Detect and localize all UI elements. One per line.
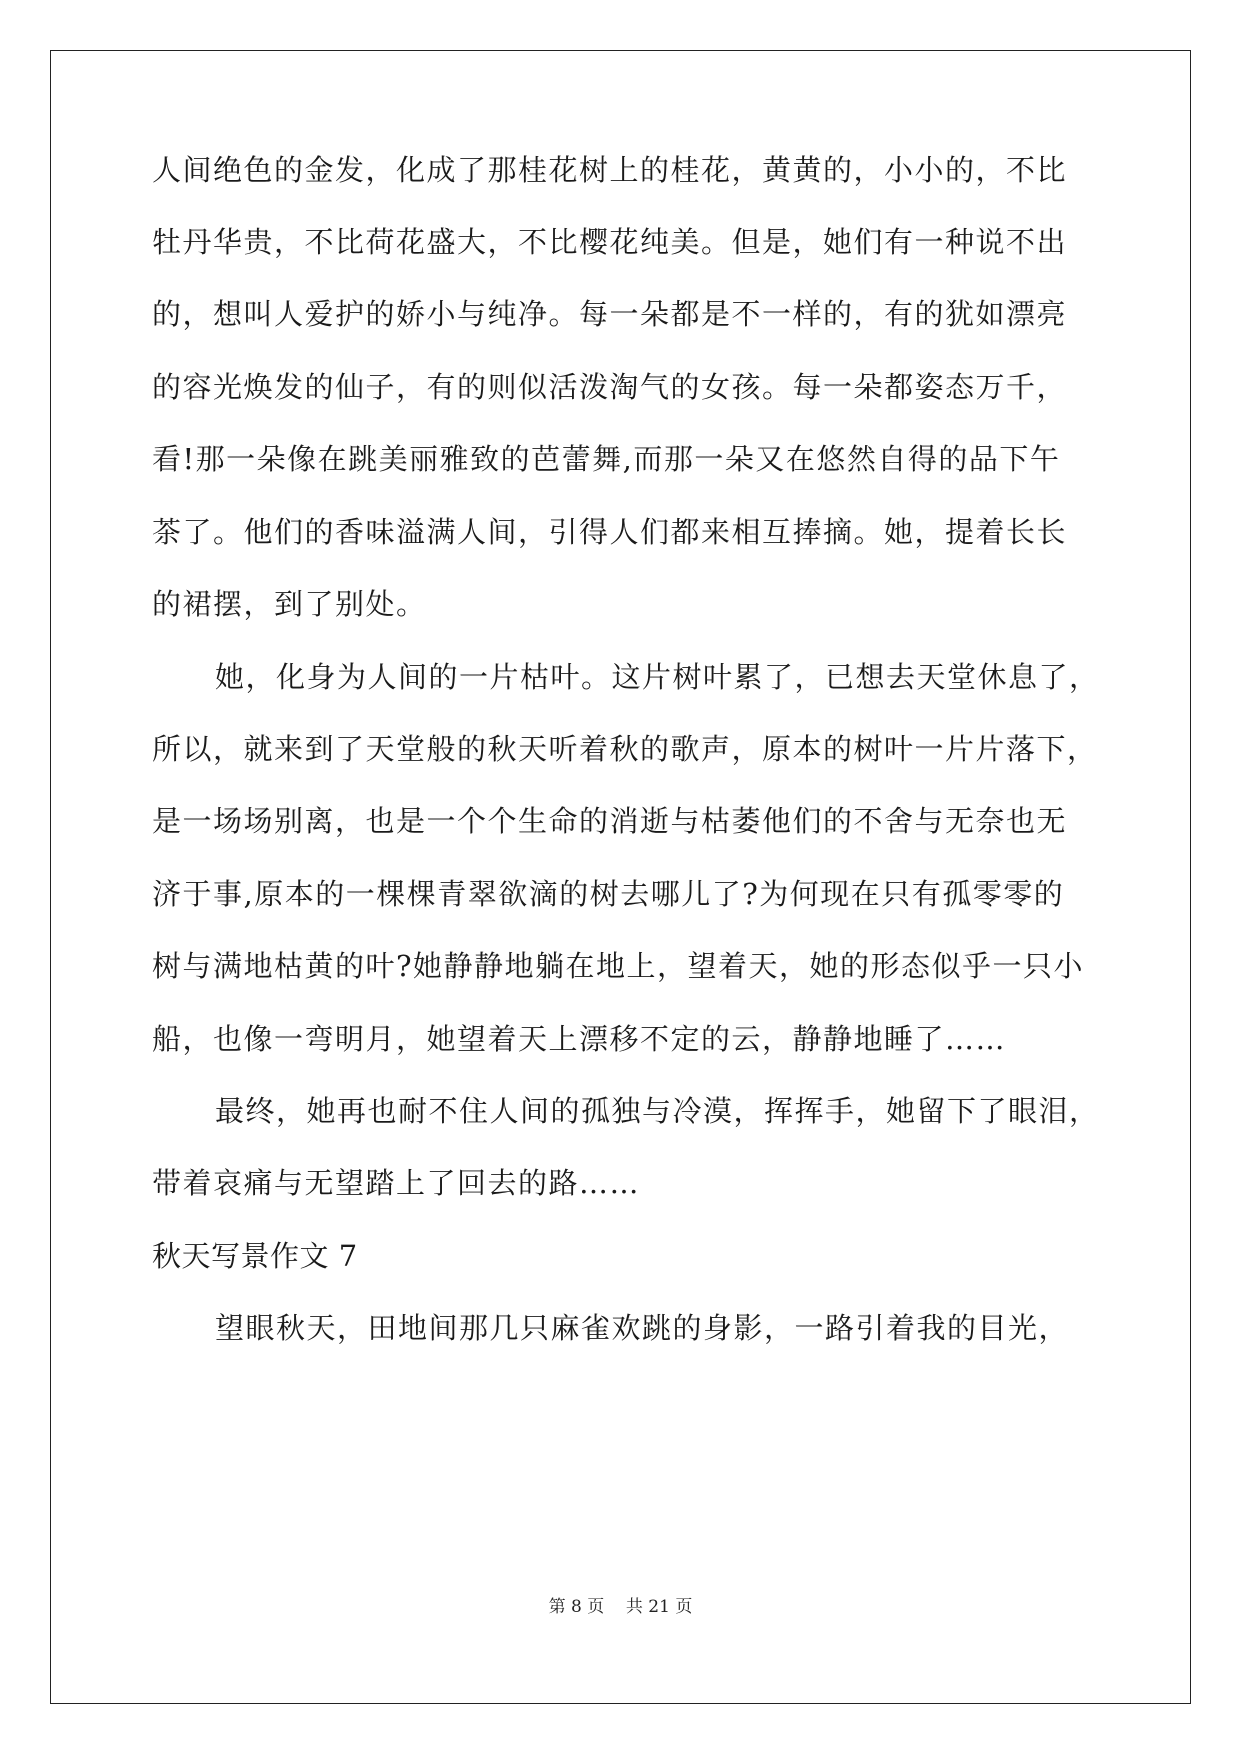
text-line: 的裙摆，到了别处。 [152,587,427,621]
paragraph-start-line: 她，化身为人间的一片枯叶。这片树叶累了，已想去天堂休息了， [215,660,1100,694]
text-line: 船，也像一弯明月，她望着天上漂移不定的云，静静地睡了…… [152,1022,1007,1056]
text-line: 带着哀痛与无望踏上了回去的路…… [152,1166,641,1200]
text-line: 牡丹华贵，不比荷花盛大，不比樱花纯美。但是，她们有一种说不出 [152,225,1068,259]
text-line: 看!那一朵像在跳美丽雅致的芭蕾舞,而那一朵又在悠然自得的品下午 [152,442,1061,476]
text-line: 茶了。他们的香味溢满人间，引得人们都来相互捧摘。她，提着长长 [152,515,1068,549]
page-footer: 第 8 页 共 21 页 [548,1597,693,1617]
text-line: 济于事,原本的一棵棵青翠欲滴的树去哪儿了?为何现在只有孤零零的 [152,877,1065,911]
text-line: 所以，就来到了天堂般的秋天听着秋的歌声，原本的树叶一片片落下， [152,732,1098,766]
text-line: 是一场场别离，也是一个个生命的消逝与枯萎他们的不舍与无奈也无 [152,804,1068,838]
paragraph-start-line: 最终，她再也耐不住人间的孤独与冷漠，挥挥手，她留下了眼泪， [215,1094,1100,1128]
text-line: 人间绝色的金发，化成了那桂花树上的桂花，黄黄的，小小的，不比 [152,153,1068,187]
paragraph-start-line: 望眼秋天，田地间那几只麻雀欢跳的身影，一路引着我的目光， [215,1311,1070,1345]
section-heading: 秋天写景作文 7 [152,1239,358,1273]
text-line: 的，想叫人爱护的娇小与纯净。每一朵都是不一样的，有的犹如漂亮 [152,297,1068,331]
text-line: 的容光焕发的仙子，有的则似活泼淘气的女孩。每一朵都姿态万千， [152,370,1068,404]
text-line: 树与满地枯黄的叶?她静静地躺在地上，望着天，她的形态似乎一只小 [152,949,1085,983]
